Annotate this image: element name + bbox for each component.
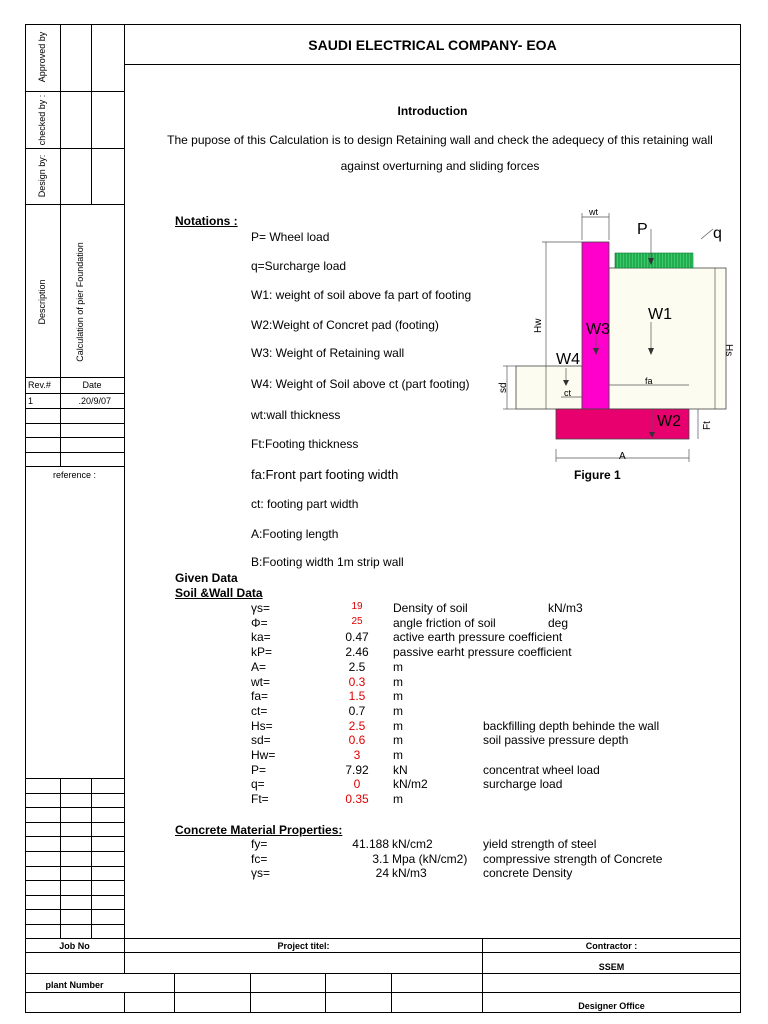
concrete-heading: Concrete Material Properties: xyxy=(175,823,343,837)
notation-item: wt:wall thickness xyxy=(251,408,341,422)
soil-row-unit2: kN/m3 xyxy=(548,601,583,615)
surcharge-block xyxy=(615,253,693,268)
label-sd: sd xyxy=(498,382,509,393)
label-wt: wt xyxy=(589,207,598,217)
concrete-row-unit: Mpa (kN/cm2) xyxy=(392,851,468,866)
concrete-row-unit: kN/m3 xyxy=(392,866,427,881)
notation-item: P= Wheel load xyxy=(251,230,330,244)
notation-item: W1: weight of soil above fa part of footing xyxy=(251,288,472,302)
approved-by-label: Approved by xyxy=(37,31,47,83)
given-data-heading: Given Data xyxy=(175,571,238,585)
soil-row-description: surcharge load xyxy=(483,777,563,792)
soil-row-unit2: deg xyxy=(548,615,569,630)
date-header: Date xyxy=(82,380,102,390)
description-value: Calculation of pier Foundation xyxy=(75,242,85,362)
concrete-row-value: 3.1 xyxy=(372,851,389,866)
soil-row-value: 0.3 xyxy=(348,674,366,689)
soil-row-value: 2.5 xyxy=(348,659,366,674)
figure-caption: Figure 1 xyxy=(574,468,621,482)
contractor-value: SSEM xyxy=(598,962,625,972)
soil-row-symbol: ct= xyxy=(251,703,268,718)
rev-date: .20/9/07 xyxy=(78,396,111,406)
concrete-row-description: compressive strength of Concrete xyxy=(483,851,663,866)
job-no-label: Job No xyxy=(59,941,90,951)
soil-row-symbol: Hw= xyxy=(251,748,276,762)
concrete-row-value: 41.188 xyxy=(352,837,389,851)
designer-office-label: Designer Office xyxy=(578,1001,645,1011)
soil-row-value: 0.35 xyxy=(345,792,369,807)
soil-row-value: 0 xyxy=(353,777,361,792)
retaining-wall-figure xyxy=(495,205,734,465)
soil-row-value: 1.5 xyxy=(348,689,366,704)
soil-row-symbol: sd= xyxy=(251,733,271,748)
concrete-row-description: concrete Density xyxy=(483,866,573,881)
label-W4: W4 xyxy=(556,351,580,368)
label-Hs: Hs xyxy=(723,344,734,357)
soil-row-symbol: Φ= xyxy=(251,615,268,630)
soil-row-symbol: γs= xyxy=(251,601,271,615)
soil-row-value: 25 xyxy=(351,615,363,627)
soil-w1-block xyxy=(609,268,726,409)
soil-row-unit: m xyxy=(393,792,403,807)
soil-row-unit: active earth pressure coefficient xyxy=(393,630,563,645)
notations-heading: Notations : xyxy=(175,214,238,228)
soil-row-value: 0.47 xyxy=(345,630,369,645)
plant-number-label: plant Number xyxy=(45,980,104,990)
rev-header: Rev.# xyxy=(28,380,51,390)
concrete-row-description: yield strength of steel xyxy=(483,837,597,851)
label-P: P xyxy=(637,221,648,238)
checked-by-label: checked by : xyxy=(37,94,47,146)
notation-item: Ft:Footing thickness xyxy=(251,437,359,451)
soil-row-description: soil passive pressure depth xyxy=(483,733,629,748)
concrete-row-value: 24 xyxy=(375,866,389,881)
soil-row-symbol: A= xyxy=(251,659,267,674)
soil-row-symbol: ka= xyxy=(251,630,271,645)
soil-row-unit: m xyxy=(393,718,403,733)
soil-row-symbol: P= xyxy=(251,762,267,777)
soil-row-value: 0.7 xyxy=(348,703,366,718)
notation-item: ct: footing part width xyxy=(251,497,359,511)
soil-row-value: 2.5 xyxy=(348,718,366,733)
label-W1: W1 xyxy=(648,306,672,323)
soil-row-symbol: wt= xyxy=(251,674,271,689)
concrete-row-unit: kN/cm2 xyxy=(392,837,433,851)
soil-row-unit: passive earht pressure coefficient xyxy=(393,645,572,660)
notation-item: W3: Weight of Retaining wall xyxy=(251,346,405,360)
design-by-label: Design by: xyxy=(37,154,47,198)
notation-item: B:Footing width 1m strip wall xyxy=(251,555,404,569)
soil-row-value: 3 xyxy=(353,748,361,762)
soil-row-unit: Density of soil xyxy=(393,601,468,615)
soil-row-value: 2.46 xyxy=(345,645,369,660)
label-Ft: Ft xyxy=(702,421,713,430)
notation-item: A:Footing length xyxy=(251,527,339,541)
soil-row-description: backfilling depth behinde the wall xyxy=(483,718,660,733)
intro-line-1: The pupose of this Calculation is to design Retaining wall and check the adequecy of this retaining wall xyxy=(167,133,713,147)
soil-row-unit: m xyxy=(393,748,403,762)
soil-row-description: concentrat wheel load xyxy=(483,762,600,777)
label-fa: fa xyxy=(645,376,653,386)
soil-row-symbol: Hs= xyxy=(251,718,273,733)
concrete-row-symbol: fy= xyxy=(251,837,268,851)
label-A: A xyxy=(619,451,626,462)
soil-row-value: 7.92 xyxy=(345,762,369,777)
soil-row-unit: kN xyxy=(393,762,408,777)
soil-row-value: 19 xyxy=(351,601,363,612)
soil-row-value: 0.6 xyxy=(348,733,366,748)
project-title-label: Project titel: xyxy=(277,941,330,951)
soil-row-unit: m xyxy=(393,674,403,689)
label-W3: W3 xyxy=(586,321,610,338)
concrete-row-symbol: fc= xyxy=(251,851,268,866)
soil-row-unit: m xyxy=(393,659,403,674)
soil-w4-block xyxy=(516,366,582,409)
soil-wall-heading: Soil &Wall Data xyxy=(175,586,263,600)
notation-item: W4: Weight of Soil above ct (part footing) xyxy=(251,377,470,391)
label-W2: W2 xyxy=(657,413,681,430)
soil-row-unit: m xyxy=(393,733,403,748)
concrete-row-symbol: γs= xyxy=(251,866,271,881)
contractor-label: Contractor : xyxy=(585,941,638,951)
intro-heading: Introduction xyxy=(397,104,468,118)
reference-label: reference : xyxy=(52,470,97,480)
label-ct: ct xyxy=(564,388,572,398)
soil-row-symbol: kP= xyxy=(251,645,273,660)
soil-row-unit: m xyxy=(393,703,403,718)
soil-row-symbol: fa= xyxy=(251,689,269,704)
notation-item: W2:Weight of Concret pad (footing) xyxy=(251,318,439,332)
intro-line-2: against overturning and sliding forces xyxy=(340,159,540,173)
soil-row-symbol: Ft= xyxy=(251,792,269,807)
company-title: SAUDI ELECTRICAL COMPANY- EOA xyxy=(308,37,557,53)
notation-item: q=Surcharge load xyxy=(251,259,347,273)
soil-row-unit: m xyxy=(393,689,403,704)
description-label: Description xyxy=(37,279,47,325)
notation-item: fa:Front part footing width xyxy=(251,467,399,482)
soil-row-symbol: q= xyxy=(251,777,265,792)
soil-row-unit: angle friction of soil xyxy=(393,615,496,630)
label-Hw: Hw xyxy=(533,318,544,333)
rev-number: 1 xyxy=(28,396,34,406)
label-q: q xyxy=(713,225,722,242)
soil-row-unit: kN/m2 xyxy=(393,777,428,792)
